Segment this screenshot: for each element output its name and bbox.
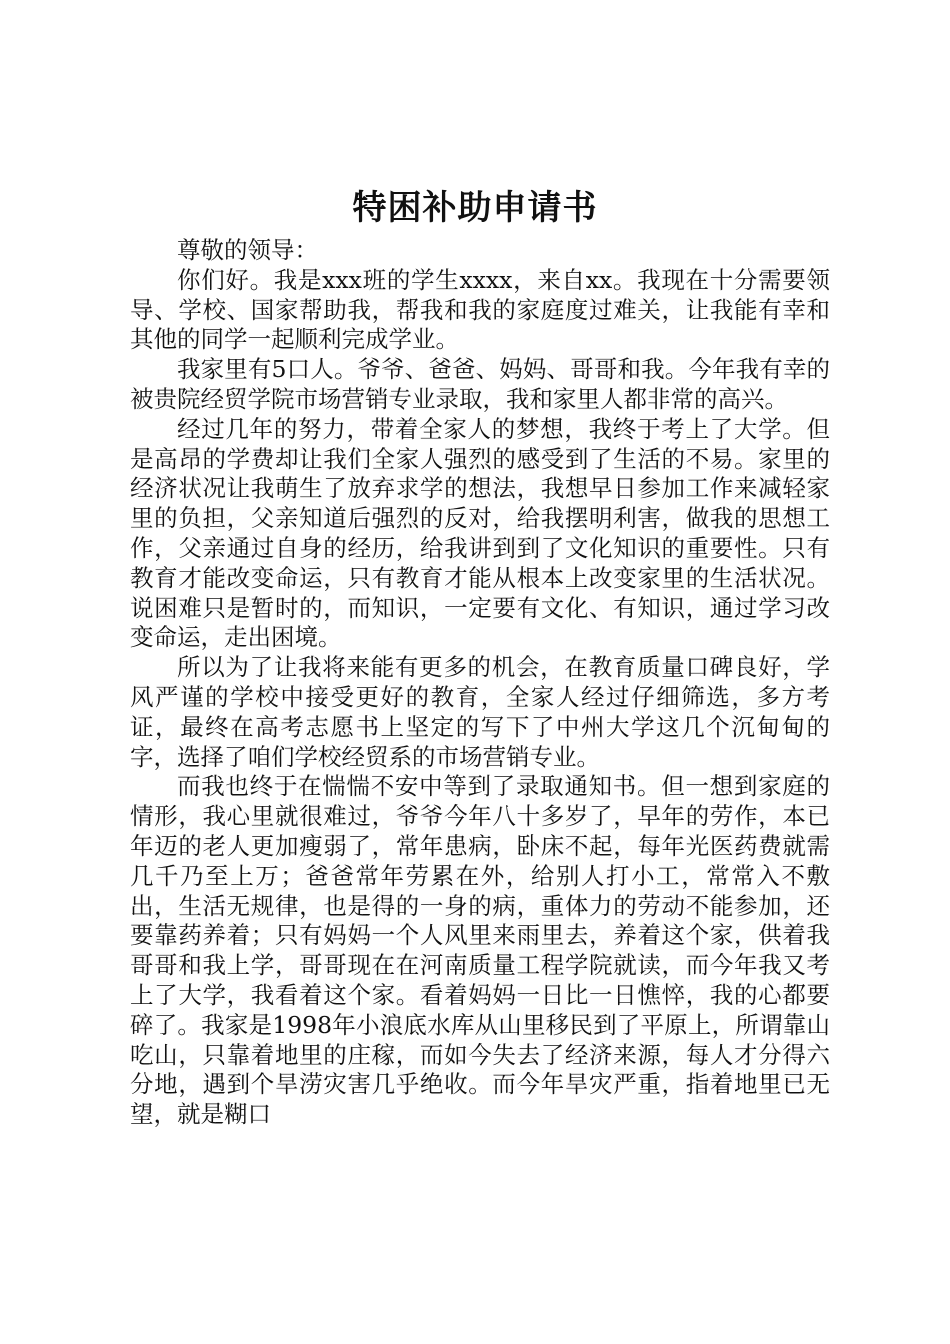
paragraph-hardship: 而我也终于在惴惴不安中等到了录取通知书。但一想到家庭的情形，我心里就很难过，爷爷今年八十多岁了，早年的劳作，本已年迈的老人更加瘦弱了，常年患病，卧床不起，每年光医药费就需几千乃至上万；爸爸常年劳累在外，给别人打小工，常常入不敷出，生活无规律，也是得的一身的病，重体力的劳动不能参加，还要靠药养着；只有妈妈一个人风里来雨里去，养着这个家，供着我哥哥和我上学，哥哥现在在河南质量工程学院就读，而今年我又考上了大学，我看着这个家。看着妈妈一日比一日憔悴，我的心都要碎了。我家是1998年小浪底水库从山里移民到了平原上，所谓靠山吃山，只靠着地里的庄稼，而如今失去了经济来源，每人才分得六分地，遇到个旱涝灾害几乎绝收。而今年旱灾严重，指着地里已无望，就是糊口: [130, 772, 830, 1129]
document-body: [130, 236, 830, 1130]
paragraph-family: 我家里有5口人。爷爷、爸爸、妈妈、哥哥和我。今年我有幸的被贵院经贸学院市场营销专业录取，我和家里人都非常的高兴。: [130, 355, 830, 413]
paragraph-effort: 经过几年的努力，带着全家人的梦想，我终于考上了大学。但是高昂的学费却让我们全家人强烈的感受到了生活的不易。家里的经济状况让我萌生了放弃求学的想法，我想早日参加工作来减轻家里的负担，父亲知道后强烈的反对，给我摆明利害，做我的思想工作，父亲通过自身的经历，给我讲到到了文化知识的重要性。只有教育才能改变命运，只有教育才能从根本上改变家里的生活状况。说困难只是暂时的，而知识，一定要有文化、有知识，通过学习改变命运，走出困境。: [130, 414, 830, 652]
salutation: 尊敬的领导：: [177, 236, 318, 264]
document-title: 特困补助申请书: [352, 188, 598, 228]
paragraph-greeting: 你们好。我是xxx班的学生xxxx，来自xx。我现在十分需要领导、学校、国家帮助我，帮我和我的家庭度过难关，让我能有幸和其他的同学一起顺利完成学业。: [130, 265, 830, 354]
paragraph-choice: 所以为了让我将来能有更多的机会，在教育质量口碑良好，学风严谨的学校中接受更好的教育，全家人经过仔细筛选，多方考证，最终在高考志愿书上坚定的写下了中州大学这几个沉甸甸的字，选择了咱们学校经贸系的市场营销专业。: [130, 653, 830, 771]
